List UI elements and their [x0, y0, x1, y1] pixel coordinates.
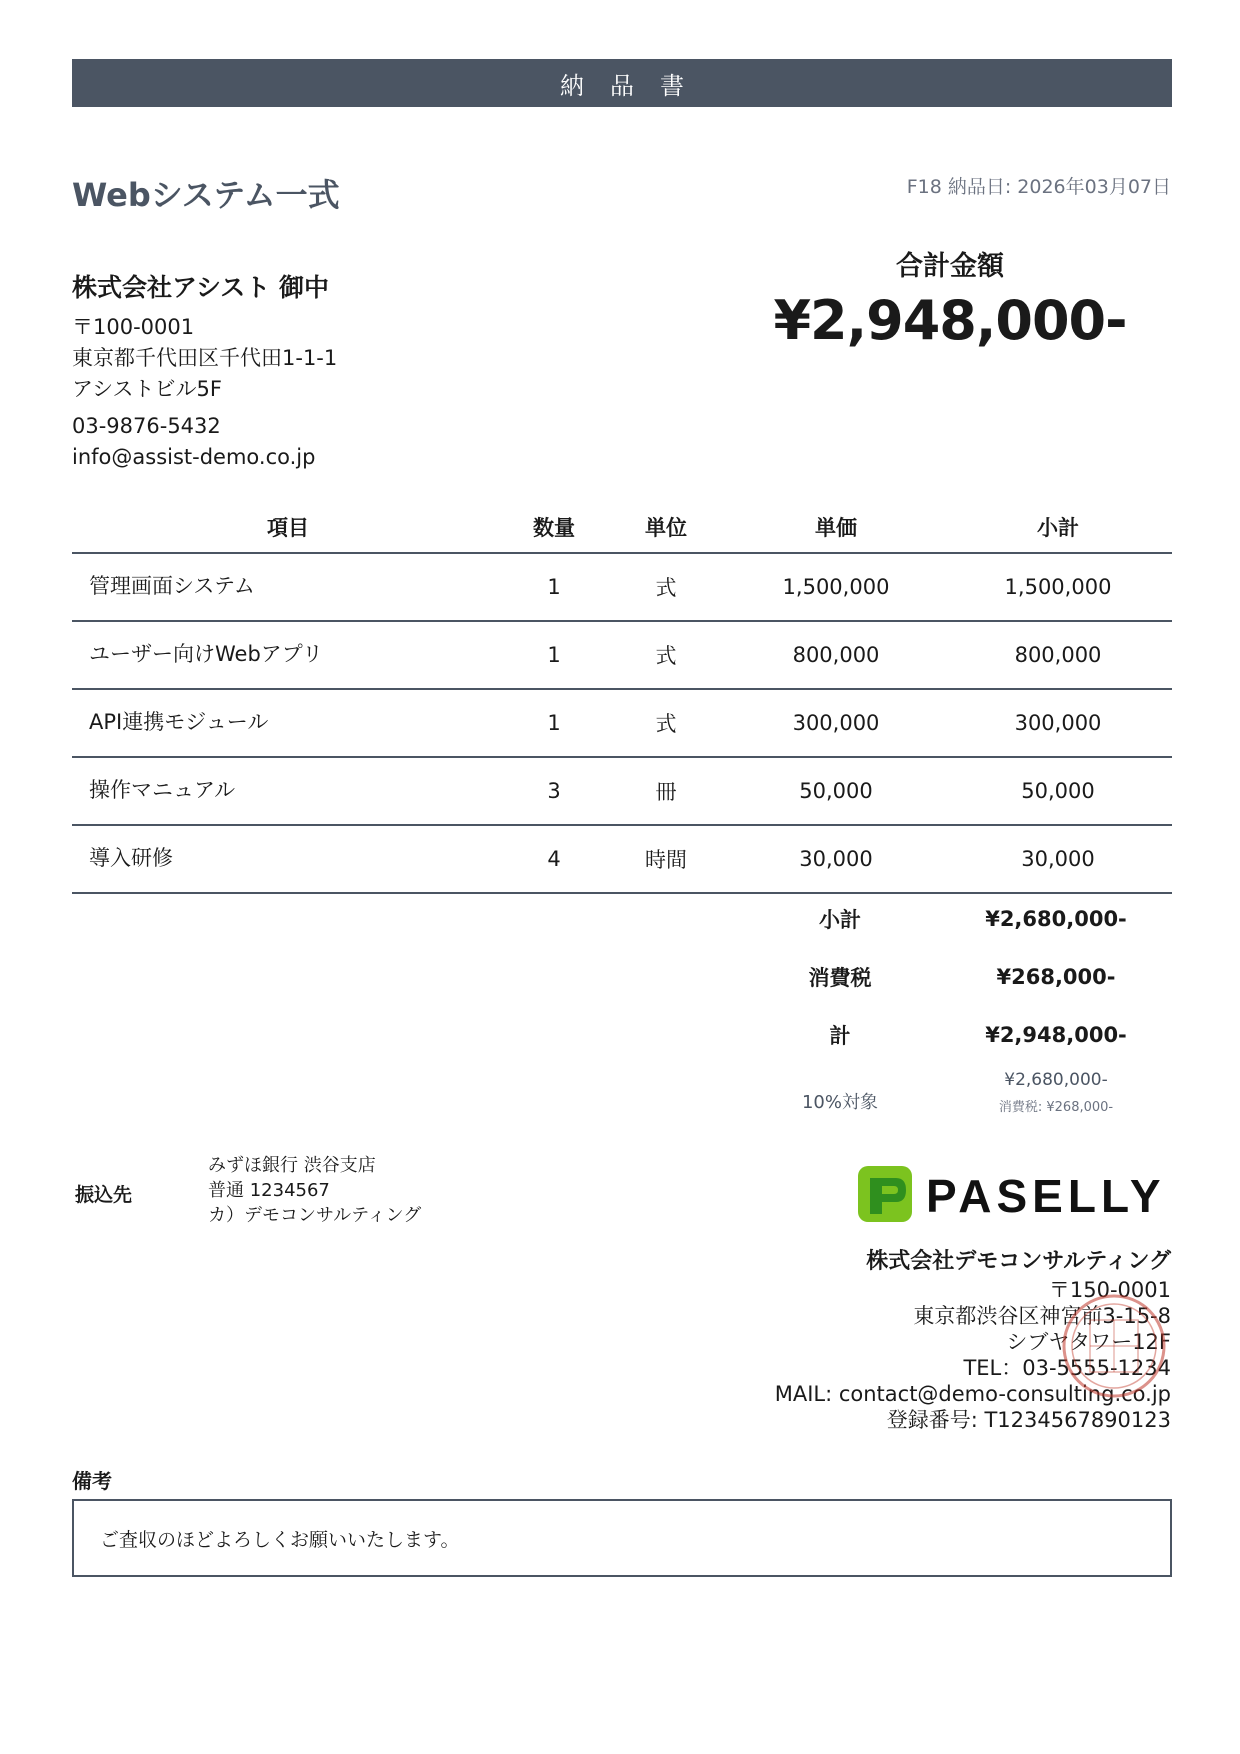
cell-subtotal: 1,500,000 — [944, 553, 1172, 621]
cell-unit: 時間 — [604, 825, 728, 893]
table-header-row — [72, 502, 1172, 553]
grand-total-amount: ¥2,948,000- — [773, 289, 1127, 352]
summary-subtotal-row — [740, 890, 1172, 948]
cell-unit-price: 800,000 — [728, 621, 944, 689]
grand-total-label: 合計金額 — [896, 251, 1004, 282]
summary-total-value: ¥2,948,000- — [985, 1023, 1127, 1047]
bank-details — [208, 1153, 421, 1228]
issuer-address-line1: 東京都渋谷区神宮前3-15-8 — [913, 1304, 1171, 1328]
company-seal-stamp — [1058, 1290, 1170, 1402]
bank-label: 振込先 — [75, 1184, 133, 1206]
cell-quantity: 4 — [504, 825, 604, 893]
document-title-banner — [72, 59, 1172, 107]
tax-rate-breakdown — [740, 1070, 1172, 1115]
cell-unit-price: 1,500,000 — [728, 553, 944, 621]
summary-total-label: 計 — [829, 1024, 851, 1048]
col-header-unit-price: 単価 — [728, 502, 944, 553]
issuer-name: 株式会社デモコンサルティング — [866, 1249, 1171, 1274]
cell-item: 操作マニュアル — [72, 757, 504, 825]
col-header-quantity: 数量 — [504, 502, 604, 553]
notes-label: 備考 — [72, 1469, 112, 1493]
table-row — [72, 825, 1172, 893]
client-address-line2: アシストビル5F — [72, 377, 222, 401]
issuer-address-line2: シブヤタワー12F — [1006, 1330, 1171, 1354]
notes-box — [72, 1499, 1172, 1577]
client-address — [72, 312, 337, 405]
cell-subtotal: 50,000 — [944, 757, 1172, 825]
tax-rate-base: ¥2,680,000- — [1004, 1070, 1108, 1090]
col-header-subtotal: 小計 — [944, 502, 1172, 553]
cell-unit-price: 30,000 — [728, 825, 944, 893]
table-row — [72, 757, 1172, 825]
document-subject: Webシステム一式 — [72, 176, 340, 214]
client-phone: 03-9876-5432 — [72, 414, 221, 438]
cell-unit-price: 50,000 — [728, 757, 944, 825]
cell-subtotal: 300,000 — [944, 689, 1172, 757]
cell-quantity: 3 — [504, 757, 604, 825]
client-address-line1: 東京都千代田区千代田1-1-1 — [72, 346, 338, 370]
bank-account-holder: カ）デモコンサルティング — [208, 1205, 422, 1226]
items-table — [72, 502, 1172, 894]
issuer-postal: 〒150-0001 — [1048, 1278, 1171, 1302]
tax-rate-label: 10%対象 — [801, 1092, 878, 1113]
bank-account: 普通 1234567 — [208, 1180, 330, 1201]
cell-unit-price: 300,000 — [728, 689, 944, 757]
client-name: 株式会社アシスト 御中 — [72, 273, 329, 302]
summary-total-row — [740, 1006, 1172, 1064]
cell-subtotal: 30,000 — [944, 825, 1172, 893]
table-row — [72, 553, 1172, 621]
document-title: 納品書 — [560, 71, 710, 100]
bank-name: みずほ銀行 渋谷支店 — [208, 1155, 376, 1176]
summary-subtotal-value: ¥2,680,000- — [985, 907, 1127, 931]
totals-summary — [740, 890, 1172, 1115]
issuer-registration: 登録番号: T1234567890123 — [886, 1408, 1171, 1432]
issuer-mail: MAIL: contact@demo-consulting.co.jp — [774, 1382, 1171, 1406]
cell-unit: 式 — [604, 621, 728, 689]
cell-subtotal: 800,000 — [944, 621, 1172, 689]
client-contact — [72, 411, 315, 473]
summary-tax-value: ¥268,000- — [996, 965, 1116, 989]
paselly-logo-text: PASELLY — [926, 1170, 1166, 1222]
cell-unit: 式 — [604, 689, 728, 757]
tax-rate-tax: 消費税: ¥268,000- — [998, 1100, 1114, 1115]
cell-unit: 式 — [604, 553, 728, 621]
table-row — [72, 689, 1172, 757]
issuer-tel: TEL：03-5555-1234 — [963, 1356, 1171, 1380]
cell-item: ユーザー向けWebアプリ — [72, 621, 504, 689]
table-row — [72, 621, 1172, 689]
cell-quantity: 1 — [504, 689, 604, 757]
cell-item: 管理画面システム — [72, 553, 504, 621]
summary-tax-label: 消費税 — [808, 966, 872, 990]
paselly-logo-icon — [858, 1166, 912, 1222]
cell-item: 導入研修 — [72, 825, 504, 893]
client-email: info@assist-demo.co.jp — [72, 445, 316, 469]
paselly-logo — [856, 1162, 1174, 1224]
delivery-date: F18 納品日: 2026年03月07日 — [906, 176, 1171, 198]
col-header-unit: 単位 — [604, 502, 728, 553]
notes-text: ご査収のほどよろしくお願いいたします。 — [100, 1528, 460, 1551]
client-postal: 〒100-0001 — [72, 315, 195, 339]
cell-quantity: 1 — [504, 553, 604, 621]
cell-unit: 冊 — [604, 757, 728, 825]
cell-item: API連携モジュール — [72, 689, 504, 757]
col-header-item: 項目 — [72, 502, 504, 553]
cell-quantity: 1 — [504, 621, 604, 689]
summary-subtotal-label: 小計 — [819, 908, 861, 932]
summary-tax-row — [740, 948, 1172, 1006]
grand-total-box — [760, 244, 1140, 352]
